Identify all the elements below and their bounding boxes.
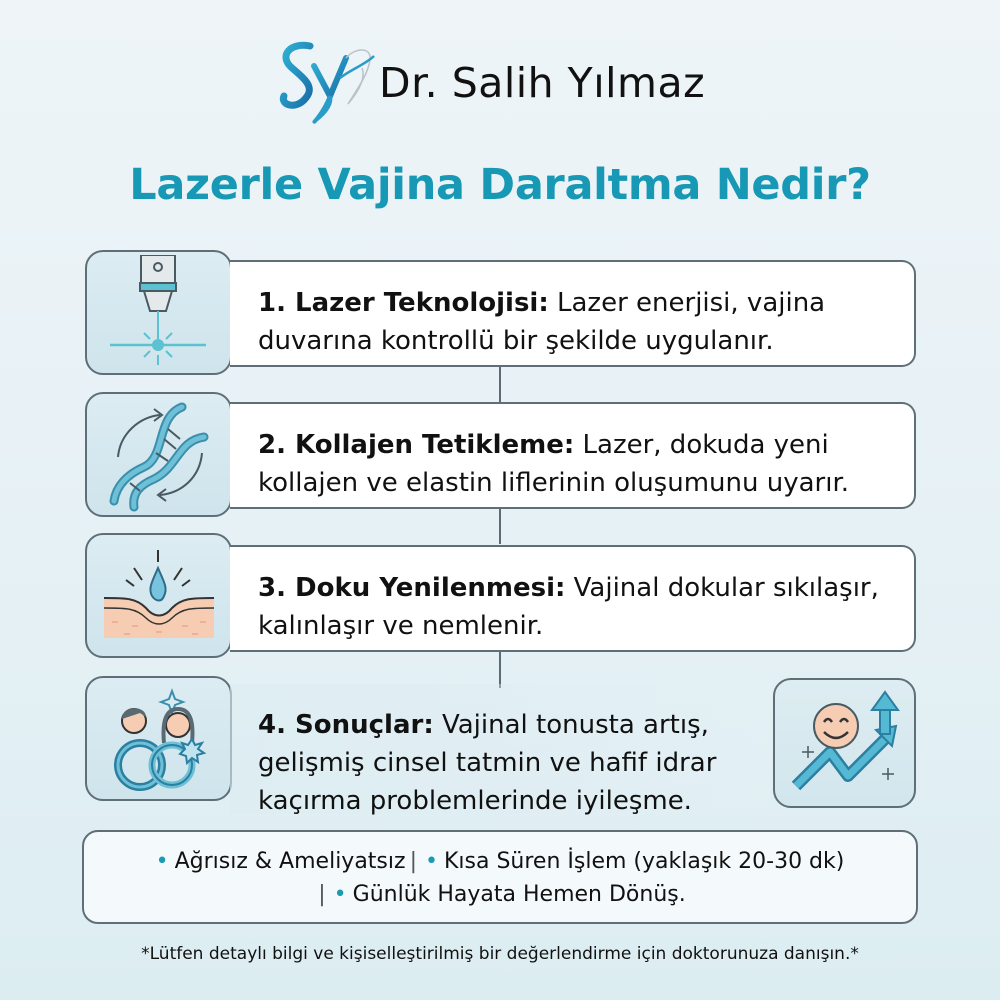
step-1-icon-box	[85, 250, 232, 375]
step-1-text: Lazer enerjisi, vajina duvarına kontrollü bir şekilde uygulanır.	[258, 288, 826, 356]
connector-line	[499, 652, 501, 688]
logo	[270, 38, 740, 128]
bullet-icon: •	[333, 882, 347, 907]
benefit-quick-return: Günlük Hayata Hemen Dönüş.	[352, 882, 686, 907]
couple-rings-icon	[96, 681, 221, 796]
sy-monogram-icon	[270, 38, 385, 128]
step-2-text: Lazer, dokuda yeni kollajen ve elastin liflerinin oluşumunu uyarır.	[258, 430, 850, 498]
tissue-drop-icon	[96, 538, 221, 653]
step-3-text: Vajinal dokular sıkılaşır, kalınlaşır ve nemlenir.	[258, 573, 879, 641]
step-4-heading: 4. Sonuçlar:	[258, 710, 434, 740]
benefits-line-2	[84, 878, 916, 911]
separator: |	[318, 882, 326, 907]
step-3-card	[230, 545, 916, 652]
connector-line	[499, 508, 501, 544]
step-3-heading: 3. Doku Yenilenmesi:	[258, 573, 566, 603]
benefits-line-1	[84, 845, 916, 878]
separator: |	[409, 849, 417, 874]
benefit-painless: Ağrısız & Ameliyatsız	[174, 849, 406, 874]
step-1-heading: 1. Lazer Teknolojisi:	[258, 288, 549, 318]
bullet-icon: •	[155, 849, 169, 874]
connector-line	[499, 366, 501, 402]
page-title: Lazerle Vajina Daraltma Nedir?	[129, 160, 871, 210]
step-2-icon-box	[85, 392, 232, 517]
step-4-text: Vajinal tonusta artış, gelişmiş cinsel tatmin ve hafif idrar kaçırma problemlerinde iyileşme.	[258, 710, 717, 816]
step-2-heading: 2. Kollajen Tetikleme:	[258, 430, 575, 460]
step-4-card	[230, 684, 770, 814]
laser-beam-icon	[96, 255, 221, 370]
step-4-icon-box	[85, 676, 232, 801]
dna-collagen-icon	[96, 397, 221, 512]
step-1-card	[230, 260, 916, 367]
step-3-icon-box	[85, 533, 232, 658]
benefits-box	[82, 830, 918, 924]
bullet-icon: •	[424, 849, 438, 874]
disclaimer: *Lütfen detaylı bilgi ve kişiselleştirilmiş bir değerlendirme için doktorunuza danışın.*	[141, 944, 859, 964]
doctor-name: Dr. Salih Yılmaz	[379, 59, 706, 107]
benefit-short-procedure: Kısa Süren İşlem (yaklaşık 20-30 dk)	[443, 849, 845, 874]
smiley-growth-chart-icon	[782, 686, 907, 801]
result-icon-box	[773, 678, 916, 808]
step-2-card	[230, 402, 916, 509]
